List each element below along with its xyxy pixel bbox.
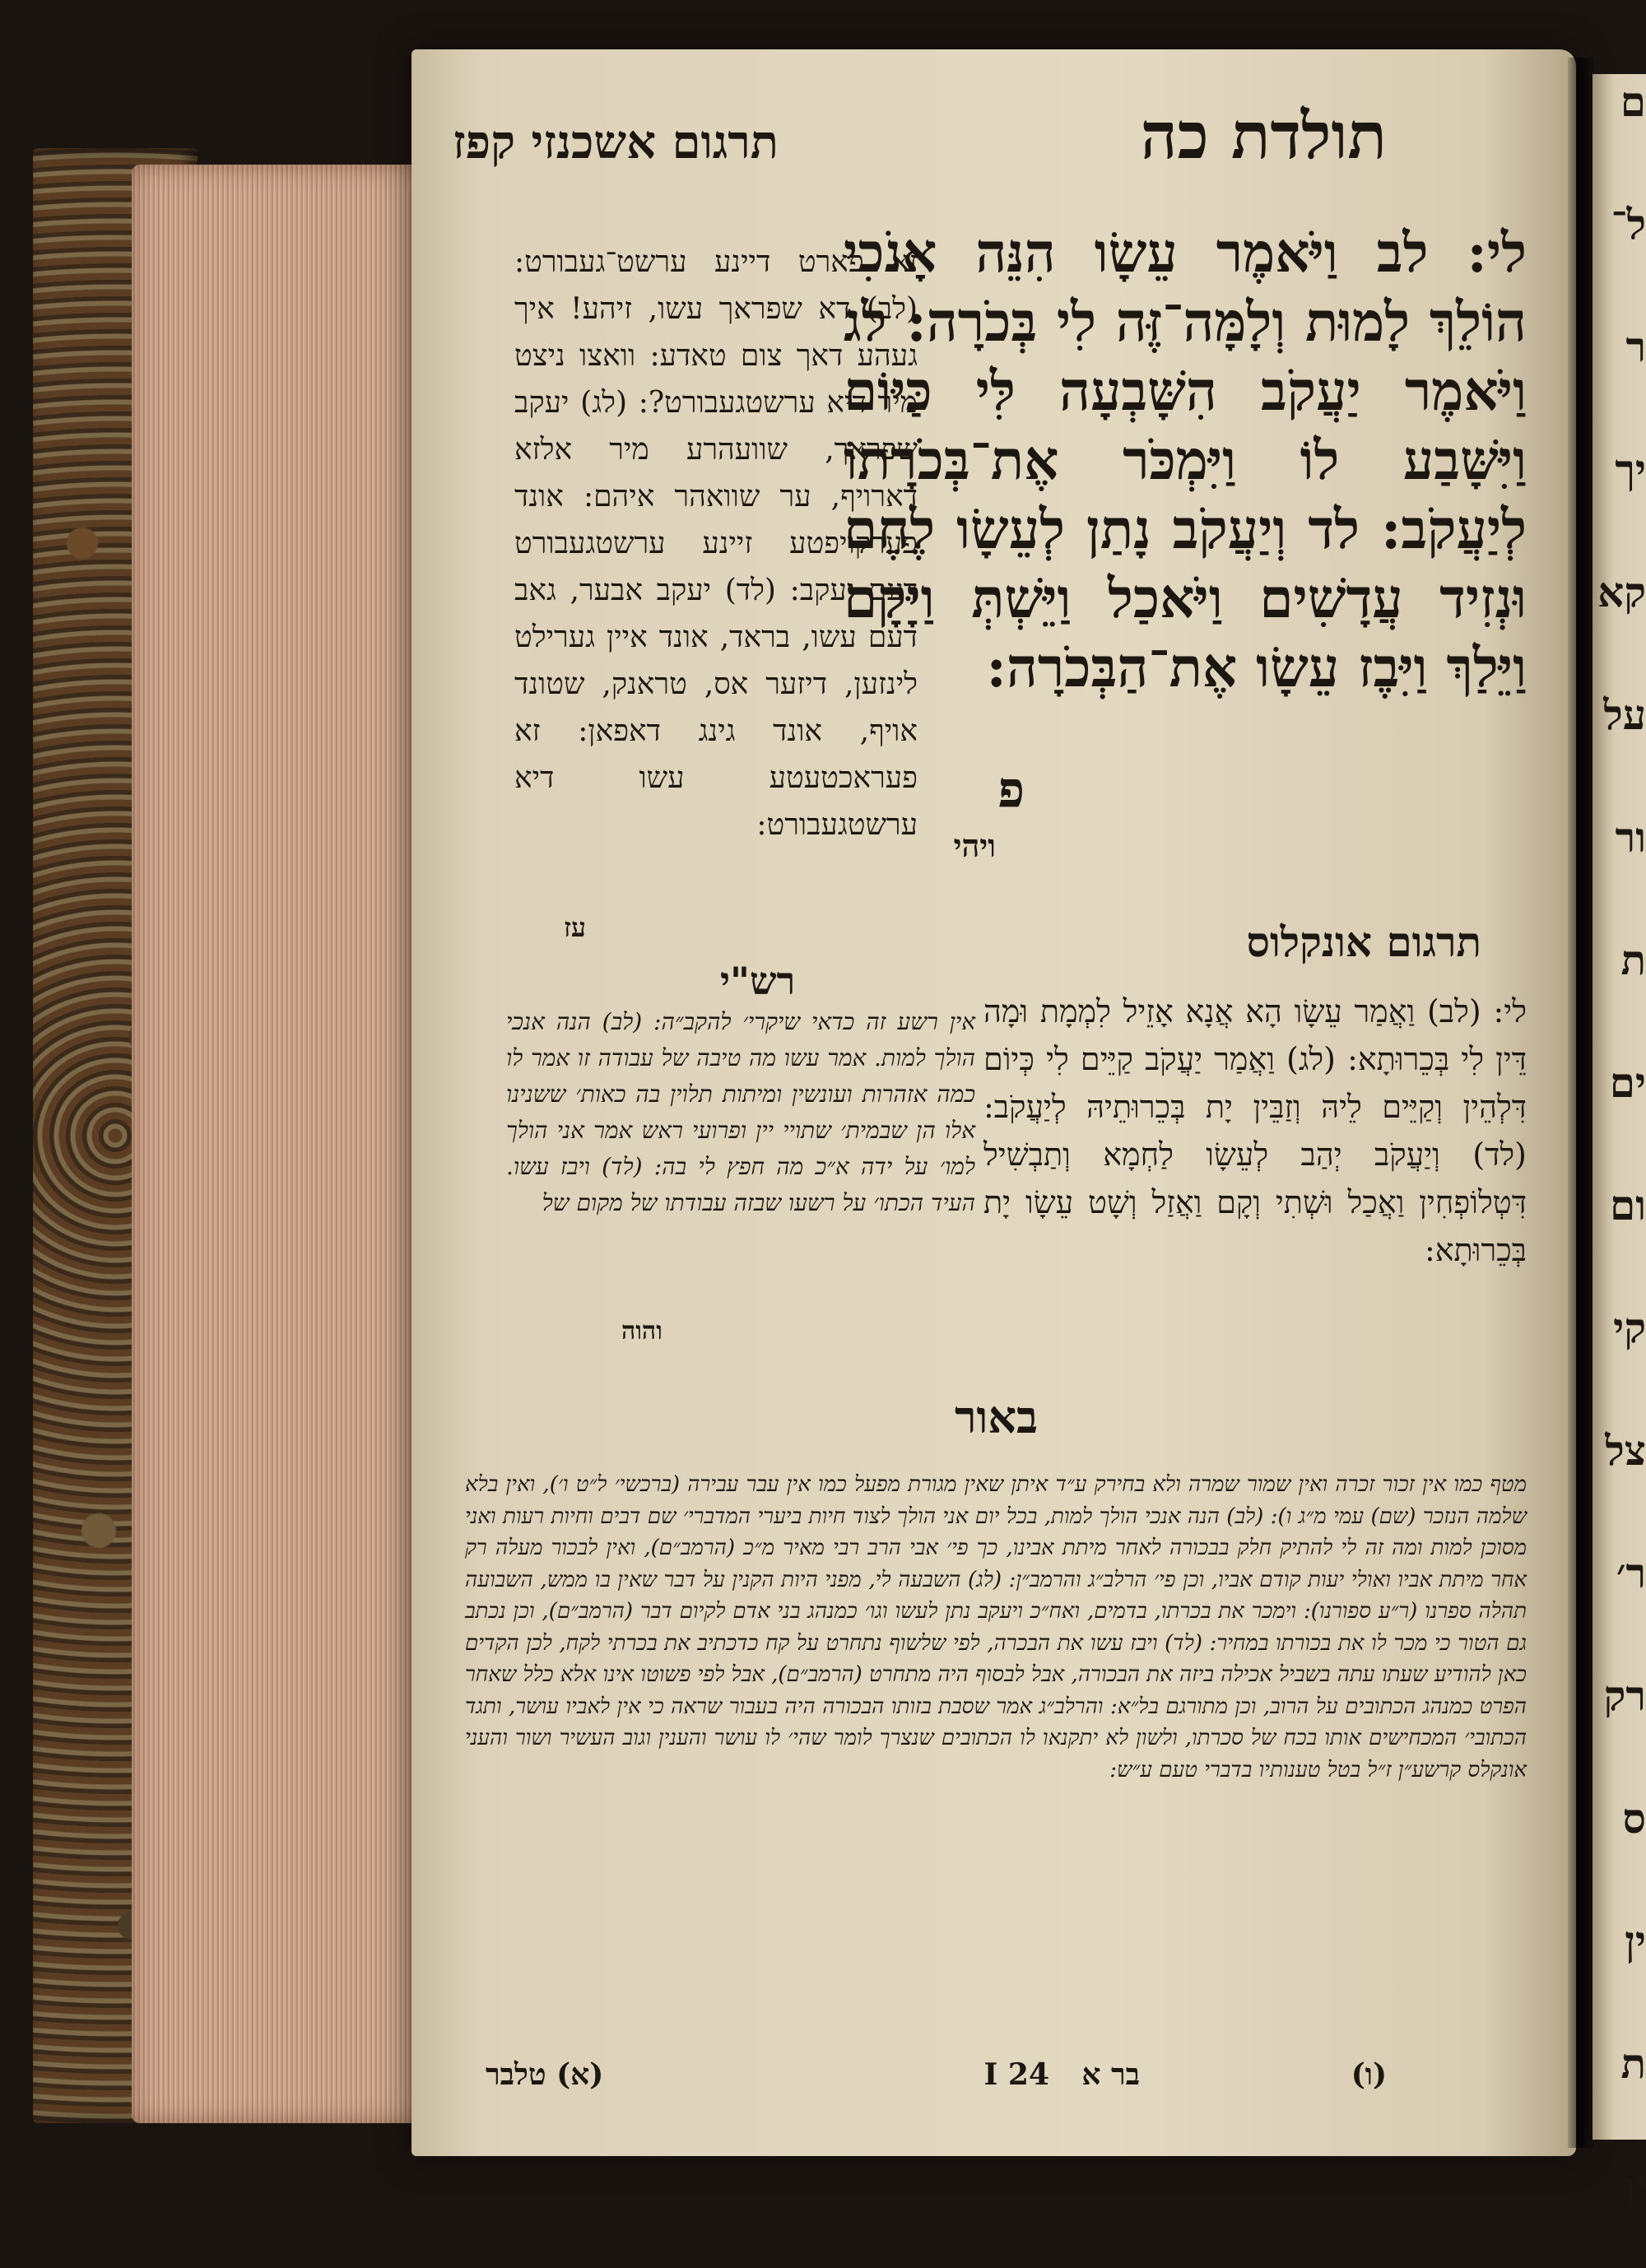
next-page-fragment: ין (1625, 2162, 1646, 2210)
next-page-fragment: צל (1605, 1426, 1646, 1475)
page-footer (486, 2057, 1387, 2098)
footer-number: 24 I (983, 2057, 1049, 2092)
book-gutter (1568, 58, 1594, 2148)
footer-left-catchword: (א) טלבר (486, 2057, 604, 2092)
next-page-fragment: ס (1622, 1794, 1646, 1843)
page-header-parasha: תולדת כה (1140, 99, 1387, 174)
beur-column (465, 1469, 1527, 1786)
onkelos-title: תרגום אונקלוס (1246, 918, 1481, 966)
next-page-fragment: קא (1597, 568, 1646, 616)
parasha-mark: פ (997, 761, 1025, 819)
next-page-fragment: ר׳ (1616, 1549, 1646, 1597)
next-page-fragment: ם (1620, 77, 1646, 126)
onkelos-text: לי: (לב) וַאֲמַר עֵשָׂו הָא אֲנָא אָזֵיל לִמְמָת וּמָה דֵּין לִי בְּכֵרוּתָא: (לג) וַאֲמַר יַעֲקֹב קַיֵּים לִי כְּיוֹם דִּלְהֵין וְקַיֵּים לֵיהּ וְזַבֵּין יָת בְּכֵרוּתֵיהּ לְיַעֲקֹב: (לד) וְיַעֲקֹב יְהַב לְעֵשָׂו לַחְמָא וְתַבְשִׁיל דִּטְלוֹפְחִין וַאֲכַל וּשְׁתִי וְקָם וַאֲזַל וְשָׁט עֵשָׂו יָת בְּכֵרוּתָא: (983, 993, 1527, 1268)
hebrew-verses: לי: לב וַיֹּאמֶר עֵשָׂו הִנֵּה אָנֹכִי הוֹלֵךְ לָמוּת וְלָמָּה־זֶּה לִי בְּכֹרָה: לג וַיֹּאמֶר יַעֲקֹב הִשָּׁבְעָה לִּי כַּיּוֹם וַיִּשָּׁבַע לוֹ וַיִּמְכֹּר אֶת־בְּכֹרָתוֹ לְיַעֲקֹב: לד וְיַעֲקֹב נָתַן לְעֵשָׂו לֶחֶם וּנְזִיד עֲדָשִׁים וַיֹּאכַל וַיֵּשְׁתְּ וַיָּקָם וַיֵּלַךְ וַיִּבֶז עֵשָׂו אֶת־הַבְּכֹרָה: (844, 221, 1527, 699)
next-page-fragment: ר (1625, 323, 1646, 371)
catchword-main: ויהי (953, 827, 996, 864)
footer-signature: בר א (1081, 2057, 1140, 2092)
next-page-fragment: קי (1613, 1304, 1646, 1352)
yiddish-text: זא פארט דיינע ערשט־געבורט: (לב) דא שפראך עשו, זיהע! איך געהע דאך צום טאדע: וואצו ניצט מיר דיא ערשטגעבורט?: (לג) יעקב שפראך, שוועהרע מיר אלזא דארויף, ער שוואהר איהם: אונד פערקויפטע זיינע ערשטגעבורט דעם יעקב: (לד) יעקב אבער, גאב דעם עשו, בראד, אונד איין גערילט לינזען, דיזער אס, טראנק, שטונד אויף, אונד גינג דאפאן: זא פעראכטעטע עשו דיא ערשטגעבורט: (514, 245, 918, 842)
yiddish-translation-column (514, 239, 918, 848)
hebrew-text-column (844, 218, 1527, 702)
catchword-yiddish: עז (564, 912, 587, 943)
book-page (412, 49, 1576, 2156)
next-page-fragment: ל־ (1611, 200, 1646, 249)
next-page-fragment: רק (1603, 1671, 1646, 1720)
next-page-fragment: ור (1615, 813, 1646, 862)
next-page-fragment: על (1603, 690, 1646, 739)
next-page-fragment: ת (1620, 2039, 1646, 2088)
next-page-fragment: ום (1610, 1181, 1646, 1229)
next-page-fragment: ים (1609, 1058, 1646, 1107)
next-page-fragment: יך (1615, 445, 1646, 494)
rashi-column (506, 1004, 975, 1221)
catchword-rashi: והוה (621, 1317, 663, 1345)
page-edges (132, 165, 420, 2123)
rashi-title: רש"י (720, 959, 796, 1003)
onkelos-column (983, 988, 1527, 1274)
beur-title: באור (955, 1391, 1039, 1443)
rashi-text: אין רשע זה כדאי שיקרי׳ להקב״ה: (לב) הנה אנכי הולך למות. אמר עשו מה טיבה של עבודה זו אמר לו כמה אזהרות ועונשין ומיתות תלוין בה כאות׳ ששנינו אלו הן שבמית׳ שתויי יין ופרועי ראש אמר אני הולך למו׳ על ידה א״כ מה חפץ לי בה: (לד) ויבז עשו. העיד הכתו׳ על רשעו שבזה עבודתו של מקום של (506, 1008, 975, 1216)
next-page-edge (1593, 74, 1646, 2210)
beur-text: מטף כמו אין זכור זכרה ואין שמור שמרה ולא בחירק ע״ד איתן שאין מגורת מפעל כמו אין עבר עבירה (ברכשי׳ ל״ט ו׳), ואין בלא שלמה הנזכר (שם) עמי מ״ג ו): (לב) הנה אנכי הולך למות, בכל יום אני הולך לצוד חיות ביערי המדברי׳ שם דבים וחיות רעות ואני מסוכן למות ומה זה לי להתיק חלק בבכורה לאחר מיתת אבינו, כך פי׳ אבי הרב רבי מאיר מ״כ (הרמב״ם), ואין לבכור מעלה רק אחר מיתת אביו ואולי יעות קודם אביו, וכן פי׳ הרלב״ג והרמב״ן: (לג) השבעה לי, מפני היות הקנין על דבר שאין בו ממש, השבועה תהלה ספרנו (ר״ע ספורנו): וימכר את בכרתו, בדמים, ואח״כ ויעקב נתן לעשו וגו׳ כמנהג בני אדם לקיום דבר (הרמב״ם), וכן נכתב גם הטור כי מכר לו את בכורתו במחיר: (לד) ויבז עשו את הבכרה, לפי שלשוף נתחרט על קח כדכתיב את בכרתי לקח, לכן הקדים כאן להודיע שעתו עתה בשביל אכילה ביזה את הבכורה, אבל לבסוף היה מתחרט (הרמב״ם), אבל לפי פשוטו אינו אלא כלל שאחר הפרט כמנהג הכתובים על הרוב, וכן מתורגם בל״א: והרלב״ג אמר שסבת בזותו הבכורה היה בעבור שראה כי אין לאביו עושר, ותגד הכתובי׳ המכחישים אותו בכח של סכרתו, ולשון לא יתקנאו לו הכתובים שנצרך לומר שהי׳ לו עושר והענין וגוב העשיר ושור והעני אונקלס קרשע״ן ז״ל בטל טענותיו בדברי טעם ע״ש: (465, 1472, 1527, 1782)
next-page-fragment: ין (1625, 1917, 1646, 1965)
next-page-fragment: ת (1620, 936, 1646, 984)
footer-mark: (ו) (1351, 2057, 1387, 2092)
page-header-targum: תרגום אשכנזי קפז (453, 115, 779, 170)
